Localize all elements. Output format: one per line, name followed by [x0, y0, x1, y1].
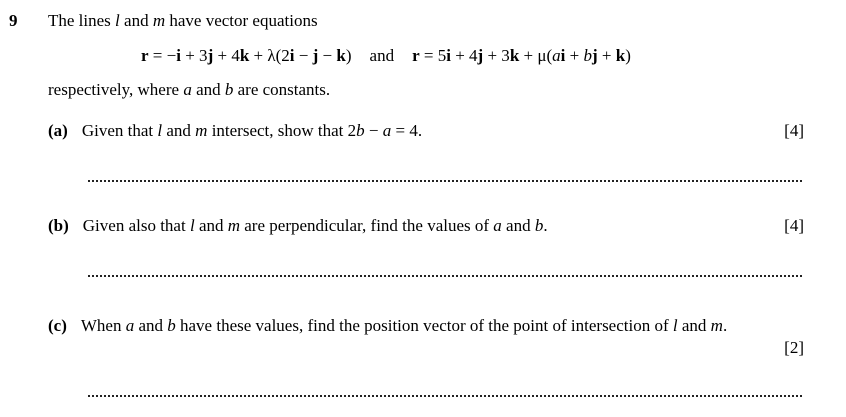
vector-equations — [141, 46, 631, 66]
part-b-text: (b) Given also that l and m are perpendicular, find the values of a and b. — [48, 216, 548, 235]
part-b-marks: [4] — [784, 216, 804, 235]
part-a-label: (a) — [48, 121, 68, 140]
part-a-text: (a) Given that l and m intersect, show that 2b − a = 4. — [48, 121, 423, 140]
equation-line-m: r = 5i + 4j + 3k + μ(ai + bj + k) — [412, 46, 631, 65]
part-b-label: (b) — [48, 216, 69, 235]
part-a-answer-line[interactable] — [88, 180, 802, 182]
part-c-marks: [2] — [784, 338, 804, 357]
part-c-text: (c) When a and b have these values, find the position vector of the point of intersection of l and m. — [48, 316, 728, 335]
part-a-marks: [4] — [784, 121, 804, 140]
part-b-answer-line[interactable] — [88, 275, 802, 277]
part-c-answer-line[interactable] — [88, 395, 802, 397]
question-stem: The lines l and m have vector equations — [48, 11, 318, 30]
equation-line-l: r = −i + 3j + 4k + λ(2i − j − k) — [141, 46, 352, 65]
question-number: 9 — [9, 11, 18, 30]
constants-note: respectively, where a and b are constants. — [48, 80, 331, 99]
part-c-label: (c) — [48, 316, 67, 335]
equation-and: and — [369, 46, 395, 65]
